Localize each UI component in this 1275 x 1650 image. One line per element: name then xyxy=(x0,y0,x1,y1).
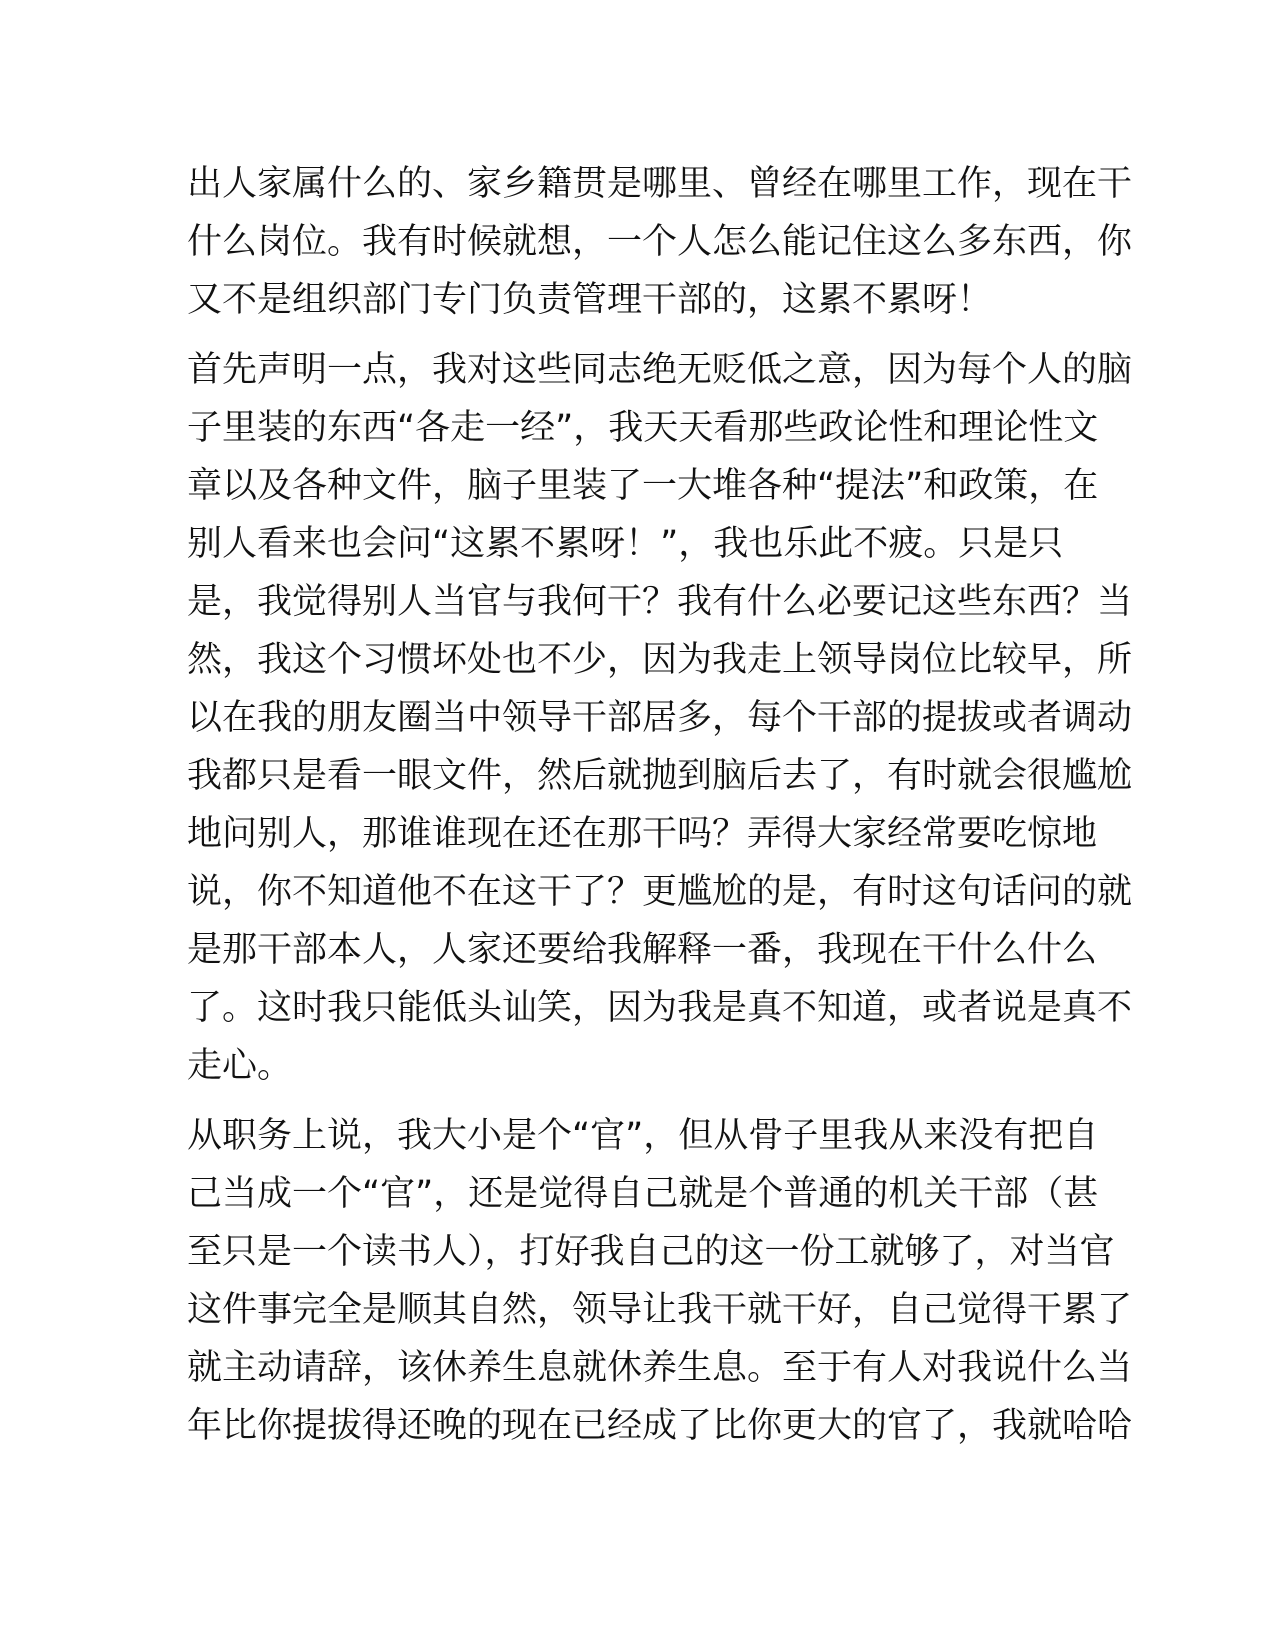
text-line: 说，你不知道他不在这干了？更尴尬的是，有时这句话问的就 xyxy=(187,872,1133,912)
text-line: 章以及各种文件，脑子里装了一大堆各种“提法”和政策，在 xyxy=(187,466,1099,506)
text-line: 以在我的朋友圈当中领导干部居多，每个干部的提拔或者调动 xyxy=(187,698,1133,738)
text-line: 我都只是看一眼文件，然后就抛到脑后去了，有时就会很尴尬 xyxy=(187,756,1133,796)
text-line: 地问别人，那谁谁现在还在那干吗？弄得大家经常要吃惊地 xyxy=(187,814,1098,854)
text-line: 这件事完全是顺其自然，领导让我干就干好，自己觉得干累了 xyxy=(187,1290,1133,1330)
text-line: 别人看来也会问“这累不累呀！”，我也乐此不疲。只是只 xyxy=(187,524,1064,564)
text-line: 子里装的东西“各走一经”，我天天看那些政论性和理论性文 xyxy=(187,408,1099,448)
paragraph-1 xyxy=(187,155,1133,329)
text-line: 是那干部本人，人家还要给我解释一番，我现在干什么什么 xyxy=(187,930,1098,970)
text-line: 从职务上说，我大小是个“官”，但从骨子里我从来没有把自 xyxy=(187,1116,1099,1156)
text-line: 是，我觉得别人当官与我何干？我有什么必要记这些东西？当 xyxy=(187,582,1133,622)
paragraph-3 xyxy=(187,1107,1133,1455)
text-line: 又不是组织部门专门负责管理干部的，这累不累呀！ xyxy=(187,280,993,320)
text-line: 己当成一个“官”，还是觉得自己就是个普通的机关干部（甚 xyxy=(187,1174,1099,1214)
text-line: 什么岗位。我有时候就想，一个人怎么能记住这么多东西，你 xyxy=(187,222,1133,262)
text-line: 年比你提拔得还晚的现在已经成了比你更大的官了，我就哈哈 xyxy=(187,1406,1133,1446)
text-line: 走心。 xyxy=(187,1046,293,1086)
body-text xyxy=(187,155,1133,1467)
text-line: 出人家属什么的、家乡籍贯是哪里、曾经在哪里工作，现在干 xyxy=(187,164,1133,204)
paragraph-2 xyxy=(187,341,1133,1095)
text-line: 首先声明一点，我对这些同志绝无贬低之意，因为每个人的脑 xyxy=(187,350,1133,390)
text-line: 就主动请辞，该休养生息就休养生息。至于有人对我说什么当 xyxy=(187,1348,1133,1388)
text-line: 了。这时我只能低头讪笑，因为我是真不知道，或者说是真不 xyxy=(187,988,1133,1028)
text-line: 至只是一个读书人），打好我自己的这一份工就够了，对当官 xyxy=(187,1232,1115,1272)
text-line: 然，我这个习惯坏处也不少，因为我走上领导岗位比较早，所 xyxy=(187,640,1133,680)
